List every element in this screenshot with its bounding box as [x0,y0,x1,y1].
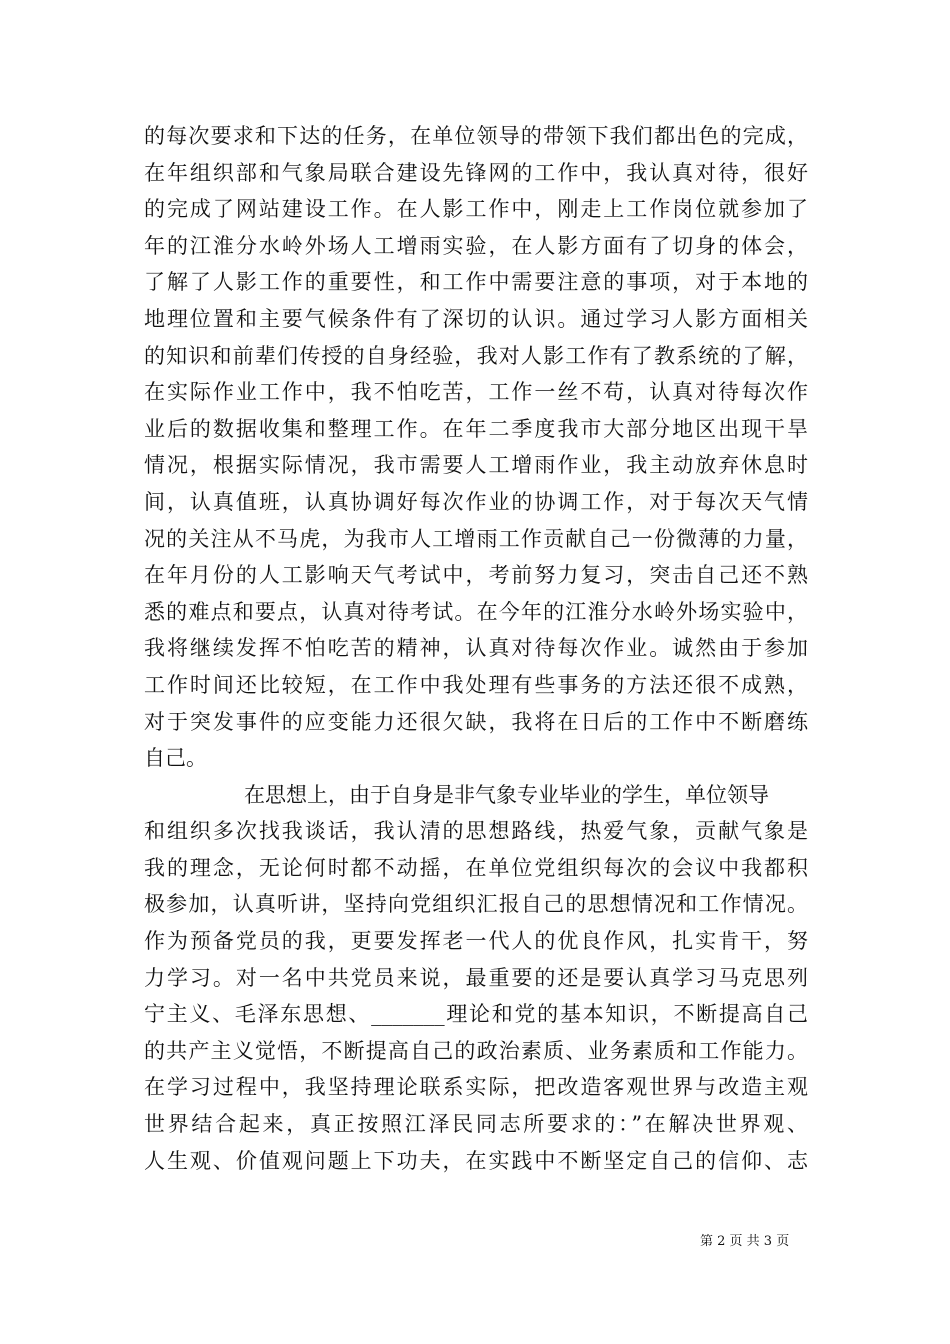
text-line: 力学习。对一名中共党员来说，最重要的还是要认真学习马克思列 [144,965,808,990]
text-line: 作为预备党员的我，更要发挥老一代人的优良作风，扎实肯干，努 [144,929,808,954]
text-line: 人生观、价值观问题上下功夫，在实践中不断坚定自己的信仰、志 [144,1148,808,1173]
text-line: 间，认真值班，认真协调好每次作业的协调工作，对于每次天气情 [144,489,808,514]
text-line: 的知识和前辈们传授的自身经验，我对人影工作有了教系统的了解， [144,343,808,368]
text-line: 世界结合起来，真正按照江泽民同志所要求的：”在解决世界观、 [144,1112,808,1137]
text-line: 了解了人影工作的重要性，和工作中需要注意的事项，对于本地的 [144,270,808,295]
text-line: 自己。 [144,746,207,771]
page-number-footer: 第 2 页 共 3 页 [700,1234,790,1249]
text-line: 工作时间还比较短，在工作中我处理有些事务的方法还很不成熟， [144,672,808,697]
text-line: 业后的数据收集和整理工作。在年二季度我市大部分地区出现干旱 [144,416,808,441]
text-line: 宁主义、毛泽东思想、_______理论和党的基本知识，不断提高自己 [144,1002,808,1027]
text-line: 对于突发事件的应变能力还很欠缺，我将在日后的工作中不断磨练 [144,709,808,734]
text-line: 地理位置和主要气候条件有了深切的认识。通过学习人影方面相关 [144,306,808,331]
text-line: 年的江淮分水岭外场人工增雨实验，在人影方面有了切身的体会， [144,233,808,258]
text-line: 极参加，认真听讲，坚持向党组织汇报自己的思想情况和工作情况。 [144,892,808,917]
text-line: 况的关注从不马虎，为我市人工增雨工作贡献自己一份微薄的力量， [144,526,808,551]
text-line: 我的理念，无论何时都不动摇，在单位党组织每次的会议中我都积 [144,855,808,880]
text-line: 的共产主义觉悟，不断提高自己的政治素质、业务素质和工作能力。 [144,1038,808,1063]
text-line: 悉的难点和要点，认真对待考试。在今年的江淮分水岭外场实验中， [144,599,808,624]
text-line: 在学习过程中，我坚持理论联系实际，把改造客观世界与改造主观 [144,1075,808,1100]
document-body [144,118,808,1179]
text-line: 情况，根据实际情况，我市需要人工增雨作业，我主动放弃休息时 [144,453,808,478]
text-line: 在年组织部和气象局联合建设先锋网的工作中，我认真对待，很好 [144,160,808,185]
text-line: 在年月份的人工影响天气考试中，考前努力复习，突击自己还不熟 [144,563,808,588]
text-line: 我将继续发挥不怕吃苦的精神，认真对待每次作业。诚然由于参加 [144,636,808,661]
text-line: 的完成了网站建设工作。在人影工作中，刚走上工作岗位就参加了 [144,197,808,222]
paragraph-first-line: 在思想上，由于自身是非气象专业毕业的学生，单位领导 [244,782,769,807]
text-line: 在实际作业工作中，我不怕吃苦，工作一丝不苟，认真对待每次作 [144,380,808,405]
text-line: 的每次要求和下达的任务，在单位领导的带领下我们都出色的完成， [144,124,808,148]
text-line: 和组织多次找我谈话，我认清的思想路线，热爱气象，贡献气象是 [144,819,808,844]
